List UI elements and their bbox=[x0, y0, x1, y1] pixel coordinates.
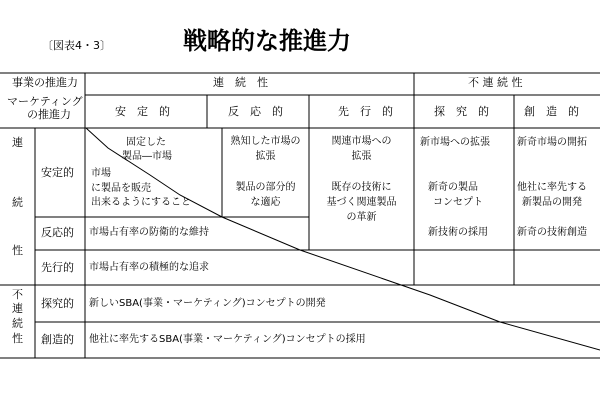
cell-exploratory-row: 新しいSBA(事業・マーケティング)コンセプトの開発 bbox=[89, 298, 326, 309]
row-header-proactive: 先行的 bbox=[41, 261, 74, 274]
cell-proactive-row: 市場占有率の積極的な追求 bbox=[89, 262, 209, 273]
col-group-discontinuity: 不 連 続 性 bbox=[468, 76, 523, 89]
cell-stable-exploratory-1: 新市場への拡張 bbox=[420, 137, 490, 148]
row-group-continuity-2: 続 bbox=[12, 196, 23, 209]
cell-stable-stable-left-1: 市場 bbox=[91, 168, 111, 179]
row-header-exploratory: 探究的 bbox=[41, 297, 74, 310]
cell-stable-exploratory-4: 新奇の製品 bbox=[428, 182, 478, 193]
page-title: 戦略的な推進力 bbox=[183, 27, 351, 55]
cell-stable-creative-5: 新製品の開発 bbox=[522, 197, 582, 208]
row-header-creative: 創造的 bbox=[41, 333, 74, 346]
cell-stable-reactive-5: な適応 bbox=[250, 197, 281, 208]
row-group-continuity-3: 性 bbox=[12, 244, 23, 257]
cell-stable-stable-left-2: に製品を販売 bbox=[91, 183, 151, 194]
col-header-exploratory: 探 究 的 bbox=[434, 105, 489, 118]
cell-stable-creative-1: 新奇市場の開拓 bbox=[517, 137, 587, 148]
cell-stable-exploratory-5: コンセプト bbox=[433, 197, 483, 208]
corner-bottom-label-2: の推進力 bbox=[27, 108, 71, 121]
corner-top-label: 事業の推進力 bbox=[12, 76, 78, 89]
cell-stable-stable-top-2: 製品―市場 bbox=[122, 151, 172, 162]
cell-stable-proactive-4: 既存の技術に bbox=[331, 182, 392, 193]
row-header-reactive: 反応的 bbox=[41, 226, 74, 239]
row-group-discontinuity-4: 性 bbox=[12, 332, 23, 345]
cell-stable-stable-top-1: 固定した bbox=[126, 137, 166, 148]
row-header-stable: 安定的 bbox=[41, 166, 74, 179]
cell-stable-proactive-6: の革新 bbox=[346, 212, 377, 223]
cell-stable-creative-4: 他社に率先する bbox=[517, 182, 587, 193]
corner-bottom-label-1: マーケティング bbox=[7, 95, 83, 108]
cell-stable-proactive-2: 拡張 bbox=[351, 151, 372, 162]
row-group-discontinuity-2: 連 bbox=[12, 302, 23, 315]
cell-stable-proactive-5: 基づく関連製品 bbox=[326, 197, 397, 208]
cell-stable-reactive-2: 拡張 bbox=[255, 151, 276, 162]
row-group-discontinuity-1: 不 bbox=[12, 288, 23, 301]
cell-creative-row: 他社に率先するSBA(事業・マーケティング)コンセプトの採用 bbox=[89, 334, 366, 345]
col-header-proactive: 先 行 的 bbox=[338, 105, 393, 118]
col-header-stable: 安 定 的 bbox=[115, 105, 170, 118]
cell-stable-reactive-4: 製品の部分的 bbox=[235, 182, 296, 193]
col-group-continuity: 連 続 性 bbox=[213, 76, 268, 89]
cell-stable-reactive-1: 熟知した市場の bbox=[230, 136, 301, 147]
cell-reactive-creative: 新奇の技術創造 bbox=[517, 227, 587, 238]
row-group-continuity-1: 連 bbox=[12, 136, 23, 149]
cell-reactive-exploratory: 新技術の採用 bbox=[428, 227, 488, 238]
cell-stable-proactive-1: 関連市場への bbox=[331, 136, 392, 147]
cell-stable-stable-left-3: 出来るようにすること bbox=[91, 197, 191, 208]
figure-label: 〔図表4・3〕 bbox=[42, 39, 111, 52]
col-header-creative: 創 造 的 bbox=[524, 105, 579, 118]
cell-reactive-row: 市場占有率の防衛的な維持 bbox=[89, 227, 209, 238]
col-header-reactive: 反 応 的 bbox=[228, 105, 283, 118]
row-group-discontinuity-3: 続 bbox=[12, 317, 23, 330]
